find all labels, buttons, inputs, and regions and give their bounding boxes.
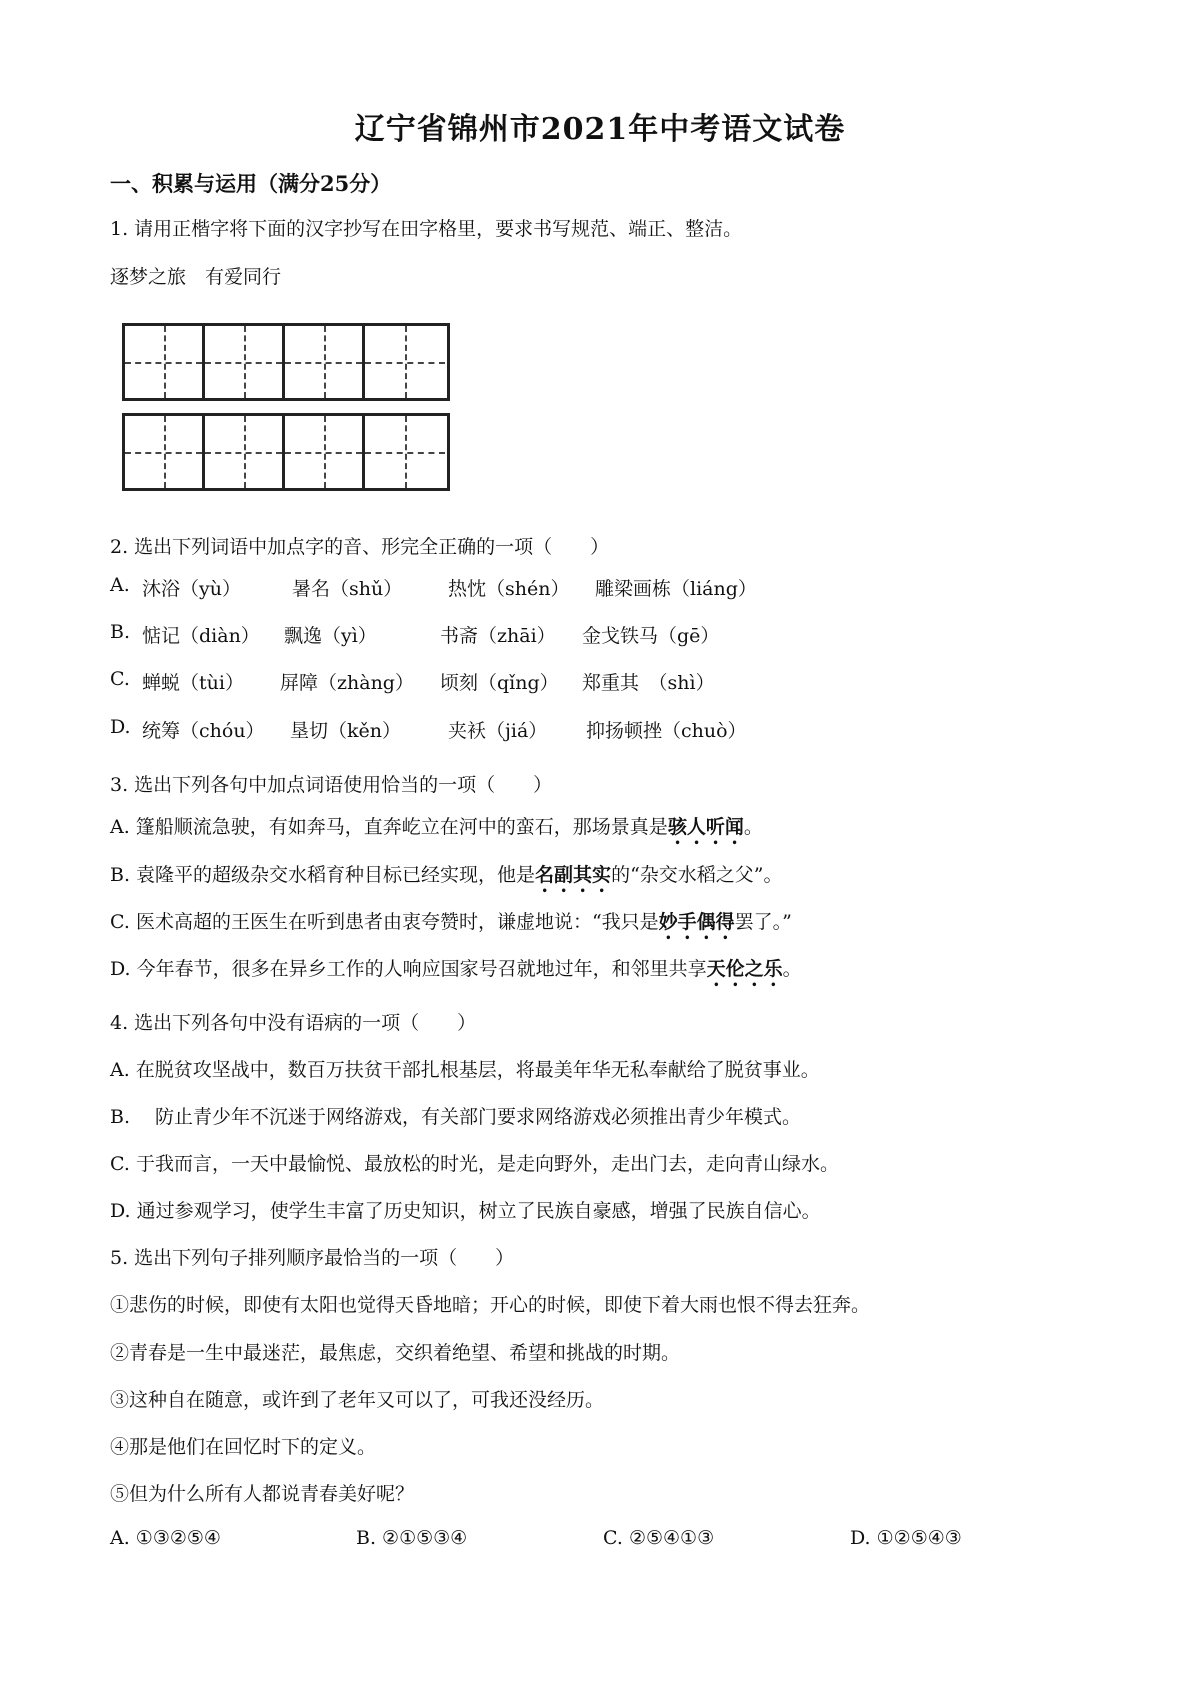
q2-option-label: A.: [110, 574, 130, 596]
q5-sentence: ③这种自在随意，或许到了老年又可以了，可我还没经历。: [110, 1389, 605, 1411]
option-text: B. 袁隆平的超级杂交水稻育种目标已经实现，他是: [110, 864, 536, 886]
q1-stem: 1. 请用正楷字将下面的汉字抄写在田字格里，要求书写规范、端正、整洁。: [110, 218, 743, 240]
q5-option-a: A. ①③②⑤④: [110, 1527, 221, 1549]
q5-option-c: C. ②⑤④①③: [603, 1527, 715, 1549]
q2-option-item: 书斋（zhāi）: [440, 625, 556, 647]
grid-cell[interactable]: [365, 326, 445, 398]
option-text: C. 医术高超的王医生在听到患者由衷夸赞时，谦虚地说：“我只是: [110, 911, 659, 933]
q5-sentence: ②青春是一生中最迷茫，最焦虑，交织着绝望、希望和挑战的时期。: [110, 1342, 681, 1364]
tianzige-grid-row-2[interactable]: [122, 413, 450, 491]
q2-option-item: 统筹（chóu）: [142, 720, 265, 742]
option-text: A. 篷船顺流急驶，有如奔马，直奔屹立在河中的蛮石，那场景真是: [110, 816, 668, 838]
q2-stem: 2. 选出下列词语中加点字的音、形完全正确的一项（ ）: [110, 536, 610, 558]
q2-option-item: 郑重其 （shì）: [582, 672, 715, 694]
q3-option-a: [110, 812, 763, 849]
option-text: 的“杂交水稻之父”。: [611, 864, 783, 886]
q4-option-c: C. 于我而言，一天中最愉悦、最放松的时光，是走向野外，走出门去，走向青山绿水。: [110, 1153, 839, 1175]
section-heading: 一、积累与运用（满分25分）: [110, 171, 392, 196]
q5-sentence: ⑤但为什么所有人都说青春美好呢？: [110, 1483, 415, 1505]
page-title: 辽宁省锦州市2021年中考语文试卷: [354, 112, 846, 147]
q2-option-item: 暑名（shǔ）: [292, 578, 403, 600]
q2-option-label: B.: [110, 621, 131, 643]
grid-cell[interactable]: [205, 326, 285, 398]
dotted-phrase: 妙手偶得: [658, 911, 735, 933]
q2-option-item: 夹袄（jiá）: [448, 720, 548, 742]
q2-option-item: 惦记（diàn）: [142, 625, 260, 647]
q5-option-d: D. ①②⑤④③: [850, 1527, 962, 1549]
q2-option-item: 抑扬顿挫（chuò）: [586, 720, 747, 742]
tianzige-grid-row-1[interactable]: [122, 323, 450, 401]
q5-option-b: B. ②①⑤③④: [356, 1527, 468, 1549]
grid-cell[interactable]: [205, 416, 285, 488]
option-text: 罢了。”: [734, 911, 792, 933]
q4-stem: 4. 选出下列各句中没有语病的一项（ ）: [110, 1012, 477, 1034]
q2-option-item: 雕梁画栋（liáng）: [595, 578, 757, 600]
q3-stem: 3. 选出下列各句中加点词语使用恰当的一项（ ）: [110, 774, 553, 796]
q2-option-item: 蝉蜕（tùi）: [142, 672, 244, 694]
q3-option-c: [110, 907, 792, 944]
q2-option-item: 顷刻（qǐng）: [440, 672, 559, 694]
grid-cell[interactable]: [125, 326, 205, 398]
grid-cell[interactable]: [285, 326, 365, 398]
grid-cell[interactable]: [365, 416, 445, 488]
q5-sentence: ④那是他们在回忆时下的定义。: [110, 1436, 377, 1458]
q2-option-item: 热忱（shén）: [448, 578, 570, 600]
q2-option-item: 飘逸（yì）: [284, 625, 377, 647]
grid-cell[interactable]: [125, 416, 205, 488]
q3-option-b: [110, 860, 783, 897]
dotted-phrase: 名副其实: [535, 864, 612, 886]
q2-option-item: 屏障（zhàng）: [280, 672, 414, 694]
q5-sentence: ①悲伤的时候，即使有太阳也觉得天昏地暗；开心的时候，即使下着大雨也恨不得去狂奔。: [110, 1294, 871, 1316]
q5-stem: 5. 选出下列句子排列顺序最恰当的一项（ ）: [110, 1247, 515, 1269]
q1-text: 逐梦之旅 有爱同行: [110, 266, 282, 288]
q2-option-item: 金戈铁马（gē）: [582, 625, 720, 647]
q4-option-b: B. 防止青少年不沉迷于网络游戏，有关部门要求网络游戏必须推出青少年模式。: [110, 1106, 802, 1128]
q4-option-a: A. 在脱贫攻坚战中，数百万扶贫干部扎根基层，将最美年华无私奉献给了脱贫事业。: [110, 1059, 820, 1081]
q2-option-item: 垦切（kěn）: [290, 720, 401, 742]
option-text: 。: [782, 958, 802, 980]
grid-cell[interactable]: [285, 416, 365, 488]
option-text: D. 今年春节，很多在异乡工作的人响应国家号召就地过年，和邻里共享: [110, 958, 707, 980]
q4-option-d: D. 通过参观学习，使学生丰富了历史知识，树立了民族自豪感，增强了民族自信心。: [110, 1200, 821, 1222]
dotted-phrase: 天伦之乐: [706, 958, 783, 980]
dotted-phrase: 骇人听闻: [667, 816, 744, 838]
q2-option-item: 沐浴（yù）: [142, 578, 241, 600]
option-text: 。: [743, 816, 763, 838]
q3-option-d: [110, 954, 802, 991]
q2-option-label: D.: [110, 716, 131, 738]
q2-option-label: C.: [110, 668, 130, 690]
